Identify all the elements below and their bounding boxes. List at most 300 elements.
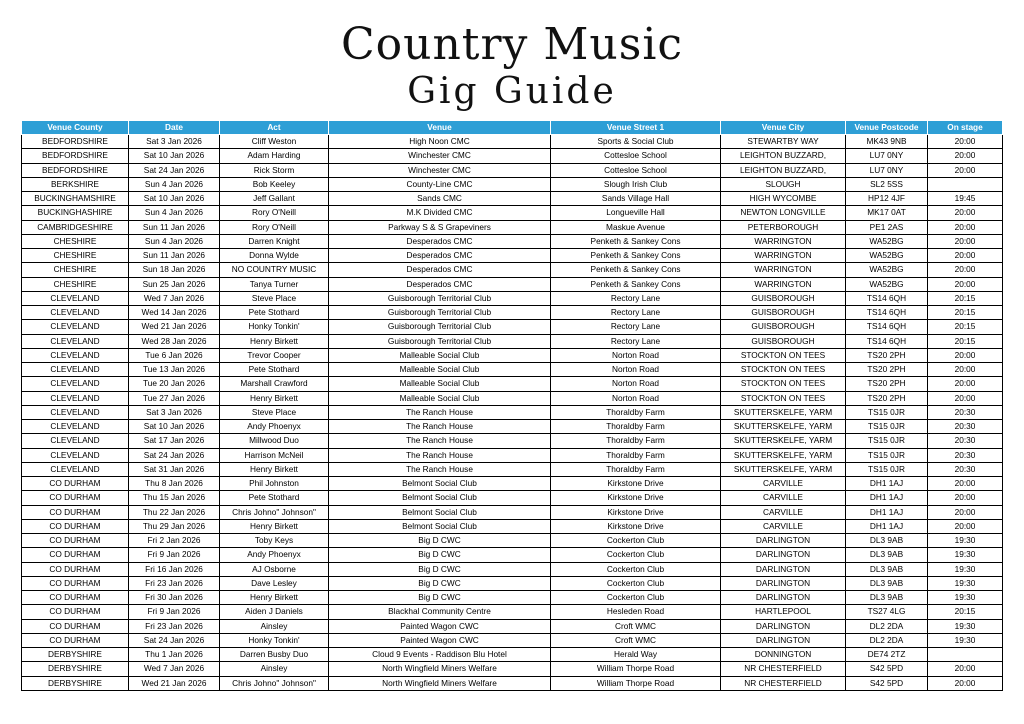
cell-date: Sat 24 Jan 2026 [129, 448, 220, 462]
cell-date: Thu 22 Jan 2026 [129, 505, 220, 519]
cell-on-stage: 20:00 [928, 206, 1003, 220]
cell-act: Harrison McNeil [220, 448, 329, 462]
cell-act: Honky Tonkin' [220, 633, 329, 647]
cell-venue: The Ranch House [329, 462, 551, 476]
table-row [22, 591, 1003, 605]
cell-on-stage: 20:30 [928, 434, 1003, 448]
cell-venue-county: BEDFORDSHIRE [22, 135, 129, 149]
cell-date: Fri 30 Jan 2026 [129, 591, 220, 605]
cell-venue-county: CLEVELAND [22, 334, 129, 348]
cell-on-stage: 19:30 [928, 534, 1003, 548]
cell-act: Trevor Cooper [220, 348, 329, 362]
cell-on-stage: 19:30 [928, 548, 1003, 562]
cell-date: Sat 3 Jan 2026 [129, 405, 220, 419]
cell-act: Chris Johno" Johnson" [220, 505, 329, 519]
cell-venue: Desperados CMC [329, 263, 551, 277]
cell-date: Sat 31 Jan 2026 [129, 462, 220, 476]
cell-venue-postcode: DE74 2TZ [846, 648, 928, 662]
cell-venue-street: Sands Village Hall [551, 192, 721, 206]
table-row [22, 192, 1003, 206]
cell-venue-street: Penketh & Sankey Cons [551, 234, 721, 248]
cell-act: Henry Birkett [220, 334, 329, 348]
table-row [22, 605, 1003, 619]
table-row [22, 234, 1003, 248]
cell-venue-street: Thoraldby Farm [551, 448, 721, 462]
cell-on-stage: 20:15 [928, 334, 1003, 348]
cell-date: Sun 18 Jan 2026 [129, 263, 220, 277]
cell-venue-city: STOCKTON ON TEES [721, 377, 846, 391]
cell-venue-city: LEIGHTON BUZZARD, [721, 149, 846, 163]
cell-date: Tue 20 Jan 2026 [129, 377, 220, 391]
cell-venue: High Noon CMC [329, 135, 551, 149]
cell-act: Phil Johnston [220, 477, 329, 491]
cell-venue-county: DERBYSHIRE [22, 648, 129, 662]
table-row [22, 391, 1003, 405]
cell-venue-postcode: TS14 6QH [846, 320, 928, 334]
cell-venue-street: Rectory Lane [551, 320, 721, 334]
col-venue-postcode: Venue Postcode [846, 121, 928, 135]
cell-venue-street: Cottesloe School [551, 149, 721, 163]
cell-venue: Belmont Social Club [329, 477, 551, 491]
table-row [22, 505, 1003, 519]
cell-venue-city: WARRINGTON [721, 277, 846, 291]
cell-act: Bob Keeley [220, 177, 329, 191]
cell-venue-postcode: WA52BG [846, 234, 928, 248]
cell-venue-city: GUISBOROUGH [721, 306, 846, 320]
cell-venue: The Ranch House [329, 405, 551, 419]
cell-date: Sat 10 Jan 2026 [129, 149, 220, 163]
cell-act: Andy Phoenyx [220, 548, 329, 562]
cell-act: Dave Lesley [220, 576, 329, 590]
cell-venue-street: Cockerton Club [551, 576, 721, 590]
cell-venue-postcode: HP12 4JF [846, 192, 928, 206]
cell-venue-street: Norton Road [551, 348, 721, 362]
cell-venue-city: NR CHESTERFIELD [721, 662, 846, 676]
cell-venue-postcode: DL3 9AB [846, 591, 928, 605]
cell-venue-county: CLEVELAND [22, 462, 129, 476]
cell-act: Ainsley [220, 619, 329, 633]
cell-venue-county: CO DURHAM [22, 534, 129, 548]
cell-venue: Cloud 9 Events - Raddison Blu Hotel [329, 648, 551, 662]
cell-venue: Malleable Social Club [329, 391, 551, 405]
cell-venue-city: CARVILLE [721, 505, 846, 519]
cell-venue-county: CLEVELAND [22, 363, 129, 377]
table-row [22, 135, 1003, 149]
cell-venue-street: William Thorpe Road [551, 662, 721, 676]
cell-on-stage: 19:30 [928, 562, 1003, 576]
table-row [22, 676, 1003, 690]
cell-venue-postcode: S42 5PD [846, 676, 928, 690]
cell-venue-postcode: S42 5PD [846, 662, 928, 676]
cell-act: Pete Stothard [220, 491, 329, 505]
cell-venue-postcode: WA52BG [846, 249, 928, 263]
cell-venue-postcode: LU7 0NY [846, 163, 928, 177]
cell-venue-postcode: TS20 2PH [846, 363, 928, 377]
cell-act: Millwood Duo [220, 434, 329, 448]
cell-act: Aiden J Daniels [220, 605, 329, 619]
cell-on-stage [928, 177, 1003, 191]
cell-venue-postcode: TS20 2PH [846, 377, 928, 391]
cell-on-stage: 20:15 [928, 291, 1003, 305]
cell-venue: North Wingfield Miners Welfare [329, 676, 551, 690]
cell-date: Fri 16 Jan 2026 [129, 562, 220, 576]
cell-venue-street: Rectory Lane [551, 334, 721, 348]
cell-venue-postcode: DL2 2DA [846, 633, 928, 647]
col-venue: Venue [329, 121, 551, 135]
cell-venue-county: BEDFORDSHIRE [22, 149, 129, 163]
cell-venue-postcode: MK17 0AT [846, 206, 928, 220]
cell-venue-county: CHESHIRE [22, 234, 129, 248]
cell-venue-city: DARLINGTON [721, 548, 846, 562]
cell-date: Wed 21 Jan 2026 [129, 320, 220, 334]
cell-venue-city: SKUTTERSKELFE, YARM [721, 420, 846, 434]
cell-venue: Desperados CMC [329, 249, 551, 263]
cell-act: Pete Stothard [220, 363, 329, 377]
cell-venue-county: DERBYSHIRE [22, 676, 129, 690]
cell-venue-county: CLEVELAND [22, 377, 129, 391]
cell-act: Steve Place [220, 291, 329, 305]
cell-venue-county: CHESHIRE [22, 249, 129, 263]
cell-venue-postcode: TS15 0JR [846, 462, 928, 476]
cell-act: Toby Keys [220, 534, 329, 548]
table-body [22, 135, 1003, 691]
cell-date: Sun 11 Jan 2026 [129, 220, 220, 234]
cell-venue-city: GUISBOROUGH [721, 320, 846, 334]
col-date: Date [129, 121, 220, 135]
cell-venue-city: DARLINGTON [721, 633, 846, 647]
cell-venue-street: Penketh & Sankey Cons [551, 263, 721, 277]
cell-date: Sun 4 Jan 2026 [129, 234, 220, 248]
cell-venue-street: Hesleden Road [551, 605, 721, 619]
table-row [22, 291, 1003, 305]
cell-venue-city: DARLINGTON [721, 534, 846, 548]
table-row [22, 619, 1003, 633]
cell-venue-postcode: DH1 1AJ [846, 491, 928, 505]
cell-venue-city: DARLINGTON [721, 562, 846, 576]
cell-venue-street: Kirkstone Drive [551, 477, 721, 491]
cell-date: Wed 21 Jan 2026 [129, 676, 220, 690]
cell-venue-county: CO DURHAM [22, 505, 129, 519]
cell-venue-county: CAMBRIDGESHIRE [22, 220, 129, 234]
cell-venue-city: NEWTON LONGVILLE [721, 206, 846, 220]
cell-venue-street: Cockerton Club [551, 548, 721, 562]
cell-venue-postcode: TS15 0JR [846, 405, 928, 419]
col-on-stage: On stage [928, 121, 1003, 135]
cell-venue-street: Cockerton Club [551, 562, 721, 576]
cell-on-stage: 19:30 [928, 576, 1003, 590]
cell-venue-postcode: DL2 2DA [846, 619, 928, 633]
cell-act: Andy Phoenyx [220, 420, 329, 434]
cell-venue: North Wingfield Miners Welfare [329, 662, 551, 676]
table-row [22, 263, 1003, 277]
cell-on-stage: 20:00 [928, 491, 1003, 505]
cell-date: Sun 4 Jan 2026 [129, 206, 220, 220]
cell-act: Jeff Gallant [220, 192, 329, 206]
page-title: Country Music [340, 19, 684, 70]
cell-venue: County-Line CMC [329, 177, 551, 191]
cell-venue-county: CLEVELAND [22, 320, 129, 334]
cell-date: Sat 24 Jan 2026 [129, 163, 220, 177]
cell-venue-street: Longueville Hall [551, 206, 721, 220]
cell-venue: The Ranch House [329, 448, 551, 462]
cell-venue-postcode: WA52BG [846, 277, 928, 291]
gig-table [21, 120, 1003, 691]
table-row [22, 576, 1003, 590]
cell-venue-county: CO DURHAM [22, 548, 129, 562]
cell-on-stage: 20:30 [928, 448, 1003, 462]
cell-on-stage: 20:15 [928, 320, 1003, 334]
cell-date: Sun 4 Jan 2026 [129, 177, 220, 191]
cell-on-stage: 19:30 [928, 619, 1003, 633]
cell-venue-county: CO DURHAM [22, 477, 129, 491]
cell-date: Sat 10 Jan 2026 [129, 420, 220, 434]
cell-venue-street: Cottesloe School [551, 163, 721, 177]
cell-venue: Belmont Social Club [329, 491, 551, 505]
cell-date: Thu 29 Jan 2026 [129, 519, 220, 533]
cell-act: Henry Birkett [220, 391, 329, 405]
table-row [22, 648, 1003, 662]
cell-date: Thu 1 Jan 2026 [129, 648, 220, 662]
table-row [22, 448, 1003, 462]
cell-venue-city: WARRINGTON [721, 263, 846, 277]
table-row [22, 306, 1003, 320]
cell-venue-street: Norton Road [551, 363, 721, 377]
table-row [22, 491, 1003, 505]
cell-on-stage: 20:00 [928, 348, 1003, 362]
cell-venue-county: CHESHIRE [22, 263, 129, 277]
cell-act: Darren Busby Duo [220, 648, 329, 662]
table-row [22, 534, 1003, 548]
cell-act: Henry Birkett [220, 519, 329, 533]
cell-venue-street: Croft WMC [551, 619, 721, 633]
cell-venue-county: BUCKINGHAMSHIRE [22, 192, 129, 206]
cell-venue-street: Thoraldby Farm [551, 462, 721, 476]
cell-venue-county: CO DURHAM [22, 605, 129, 619]
page-subtitle: Gig Guide [407, 71, 617, 112]
cell-on-stage: 20:00 [928, 234, 1003, 248]
cell-date: Sat 24 Jan 2026 [129, 633, 220, 647]
cell-venue: Winchester CMC [329, 163, 551, 177]
cell-date: Thu 15 Jan 2026 [129, 491, 220, 505]
cell-on-stage [928, 648, 1003, 662]
cell-venue-county: CLEVELAND [22, 448, 129, 462]
table-row [22, 348, 1003, 362]
cell-venue-postcode: SL2 5SS [846, 177, 928, 191]
cell-venue-postcode: TS15 0JR [846, 448, 928, 462]
cell-venue-city: LEIGHTON BUZZARD, [721, 163, 846, 177]
cell-venue-postcode: TS15 0JR [846, 420, 928, 434]
cell-on-stage: 20:00 [928, 149, 1003, 163]
col-venue-street: Venue Street 1 [551, 121, 721, 135]
cell-venue-postcode: DL3 9AB [846, 534, 928, 548]
cell-act: Adam Harding [220, 149, 329, 163]
cell-on-stage: 20:00 [928, 505, 1003, 519]
cell-act: Pete Stothard [220, 306, 329, 320]
cell-venue: Big D CWC [329, 534, 551, 548]
cell-on-stage: 20:00 [928, 676, 1003, 690]
cell-venue-county: CO DURHAM [22, 491, 129, 505]
table-row [22, 477, 1003, 491]
cell-date: Wed 7 Jan 2026 [129, 662, 220, 676]
cell-on-stage: 20:00 [928, 391, 1003, 405]
cell-venue-postcode: PE1 2AS [846, 220, 928, 234]
cell-venue: Blackhal Community Centre [329, 605, 551, 619]
cell-venue: Desperados CMC [329, 277, 551, 291]
cell-venue-postcode: WA52BG [846, 263, 928, 277]
cell-date: Fri 9 Jan 2026 [129, 605, 220, 619]
cell-venue-postcode: DH1 1AJ [846, 477, 928, 491]
cell-venue-city: WARRINGTON [721, 249, 846, 263]
cell-venue-county: BERKSHIRE [22, 177, 129, 191]
cell-venue-county: CLEVELAND [22, 420, 129, 434]
cell-date: Sat 3 Jan 2026 [129, 135, 220, 149]
cell-on-stage: 20:15 [928, 605, 1003, 619]
cell-venue-postcode: TS20 2PH [846, 391, 928, 405]
cell-date: Sat 10 Jan 2026 [129, 192, 220, 206]
cell-act: Chris Johno" Johnson" [220, 676, 329, 690]
table-row [22, 177, 1003, 191]
cell-act: Darren Knight [220, 234, 329, 248]
table-row [22, 377, 1003, 391]
cell-venue-county: BUCKINGHASHIRE [22, 206, 129, 220]
cell-venue-city: DONNINGTON [721, 648, 846, 662]
cell-venue: Big D CWC [329, 548, 551, 562]
cell-on-stage: 20:00 [928, 363, 1003, 377]
cell-venue-street: Slough Irish Club [551, 177, 721, 191]
cell-venue-city: STOCKTON ON TEES [721, 391, 846, 405]
cell-venue-postcode: DL3 9AB [846, 548, 928, 562]
cell-venue: Desperados CMC [329, 234, 551, 248]
cell-venue: Big D CWC [329, 576, 551, 590]
cell-venue: Painted Wagon CWC [329, 633, 551, 647]
cell-venue-street: Penketh & Sankey Cons [551, 277, 721, 291]
cell-venue-city: DARLINGTON [721, 591, 846, 605]
cell-venue-street: Herald Way [551, 648, 721, 662]
cell-venue-city: PETERBOROUGH [721, 220, 846, 234]
cell-venue-city: SKUTTERSKELFE, YARM [721, 434, 846, 448]
table-row [22, 434, 1003, 448]
cell-venue-county: CLEVELAND [22, 434, 129, 448]
cell-on-stage: 20:30 [928, 420, 1003, 434]
cell-venue: The Ranch House [329, 420, 551, 434]
table-row [22, 277, 1003, 291]
table-row [22, 320, 1003, 334]
table-row [22, 548, 1003, 562]
cell-act: Rory O'Neill [220, 206, 329, 220]
cell-venue: Guisborough Territorial Club [329, 306, 551, 320]
table-header-row [22, 121, 1003, 135]
cell-venue-postcode: MK43 9NB [846, 135, 928, 149]
cell-date: Fri 9 Jan 2026 [129, 548, 220, 562]
table-row [22, 662, 1003, 676]
cell-venue-street: William Thorpe Road [551, 676, 721, 690]
cell-venue-postcode: TS15 0JR [846, 434, 928, 448]
cell-venue-county: CLEVELAND [22, 348, 129, 362]
cell-date: Tue 27 Jan 2026 [129, 391, 220, 405]
cell-venue-county: DERBYSHIRE [22, 662, 129, 676]
cell-date: Fri 2 Jan 2026 [129, 534, 220, 548]
cell-on-stage: 20:00 [928, 135, 1003, 149]
cell-act: Rory O'Neill [220, 220, 329, 234]
cell-venue-city: GUISBOROUGH [721, 334, 846, 348]
cell-act: Henry Birkett [220, 591, 329, 605]
cell-venue-city: NR CHESTERFIELD [721, 676, 846, 690]
table-row [22, 149, 1003, 163]
cell-venue: Winchester CMC [329, 149, 551, 163]
cell-venue-city: HARTLEPOOL [721, 605, 846, 619]
cell-on-stage: 19:30 [928, 633, 1003, 647]
cell-venue-city: GUISBOROUGH [721, 291, 846, 305]
cell-venue-city: SKUTTERSKELFE, YARM [721, 448, 846, 462]
cell-act: Marshall Crawford [220, 377, 329, 391]
cell-venue-street: Kirkstone Drive [551, 491, 721, 505]
cell-venue-county: CO DURHAM [22, 519, 129, 533]
cell-act: Steve Place [220, 405, 329, 419]
cell-date: Wed 7 Jan 2026 [129, 291, 220, 305]
cell-venue: Sands CMC [329, 192, 551, 206]
cell-date: Fri 23 Jan 2026 [129, 619, 220, 633]
cell-on-stage: 20:00 [928, 249, 1003, 263]
cell-venue-street: Croft WMC [551, 633, 721, 647]
table-row [22, 633, 1003, 647]
cell-on-stage: 20:00 [928, 377, 1003, 391]
cell-venue: Big D CWC [329, 591, 551, 605]
cell-venue-city: STOCKTON ON TEES [721, 348, 846, 362]
cell-venue-county: CO DURHAM [22, 619, 129, 633]
cell-venue-county: CO DURHAM [22, 562, 129, 576]
cell-venue: Guisborough Territorial Club [329, 320, 551, 334]
cell-venue-street: Thoraldby Farm [551, 434, 721, 448]
cell-on-stage: 20:00 [928, 220, 1003, 234]
cell-venue-postcode: TS14 6QH [846, 291, 928, 305]
cell-on-stage: 19:45 [928, 192, 1003, 206]
cell-venue-city: STEWARTBY WAY [721, 135, 846, 149]
cell-act: Rick Storm [220, 163, 329, 177]
cell-venue-city: CARVILLE [721, 477, 846, 491]
table-row [22, 420, 1003, 434]
table-row [22, 519, 1003, 533]
cell-on-stage: 20:00 [928, 263, 1003, 277]
cell-venue-street: Rectory Lane [551, 306, 721, 320]
cell-date: Sun 11 Jan 2026 [129, 249, 220, 263]
col-venue-city: Venue City [721, 121, 846, 135]
cell-date: Wed 28 Jan 2026 [129, 334, 220, 348]
cell-venue-postcode: TS20 2PH [846, 348, 928, 362]
cell-venue-street: Maskue Avenue [551, 220, 721, 234]
table-row [22, 562, 1003, 576]
cell-on-stage: 20:00 [928, 163, 1003, 177]
cell-on-stage: 20:30 [928, 462, 1003, 476]
cell-venue-county: CHESHIRE [22, 277, 129, 291]
table-row [22, 249, 1003, 263]
cell-venue-county: BEDFORDSHIRE [22, 163, 129, 177]
cell-venue-city: DARLINGTON [721, 576, 846, 590]
cell-venue-city: SKUTTERSKELFE, YARM [721, 405, 846, 419]
cell-venue: Malleable Social Club [329, 377, 551, 391]
cell-venue-postcode: DH1 1AJ [846, 505, 928, 519]
cell-date: Wed 14 Jan 2026 [129, 306, 220, 320]
cell-venue-city: SKUTTERSKELFE, YARM [721, 462, 846, 476]
cell-venue-county: CO DURHAM [22, 576, 129, 590]
cell-date: Tue 6 Jan 2026 [129, 348, 220, 362]
cell-venue: Big D CWC [329, 562, 551, 576]
cell-venue-street: Thoraldby Farm [551, 405, 721, 419]
cell-on-stage: 20:00 [928, 477, 1003, 491]
cell-venue: Guisborough Territorial Club [329, 291, 551, 305]
cell-on-stage: 19:30 [928, 591, 1003, 605]
cell-on-stage: 20:00 [928, 662, 1003, 676]
cell-venue-postcode: DL3 9AB [846, 576, 928, 590]
